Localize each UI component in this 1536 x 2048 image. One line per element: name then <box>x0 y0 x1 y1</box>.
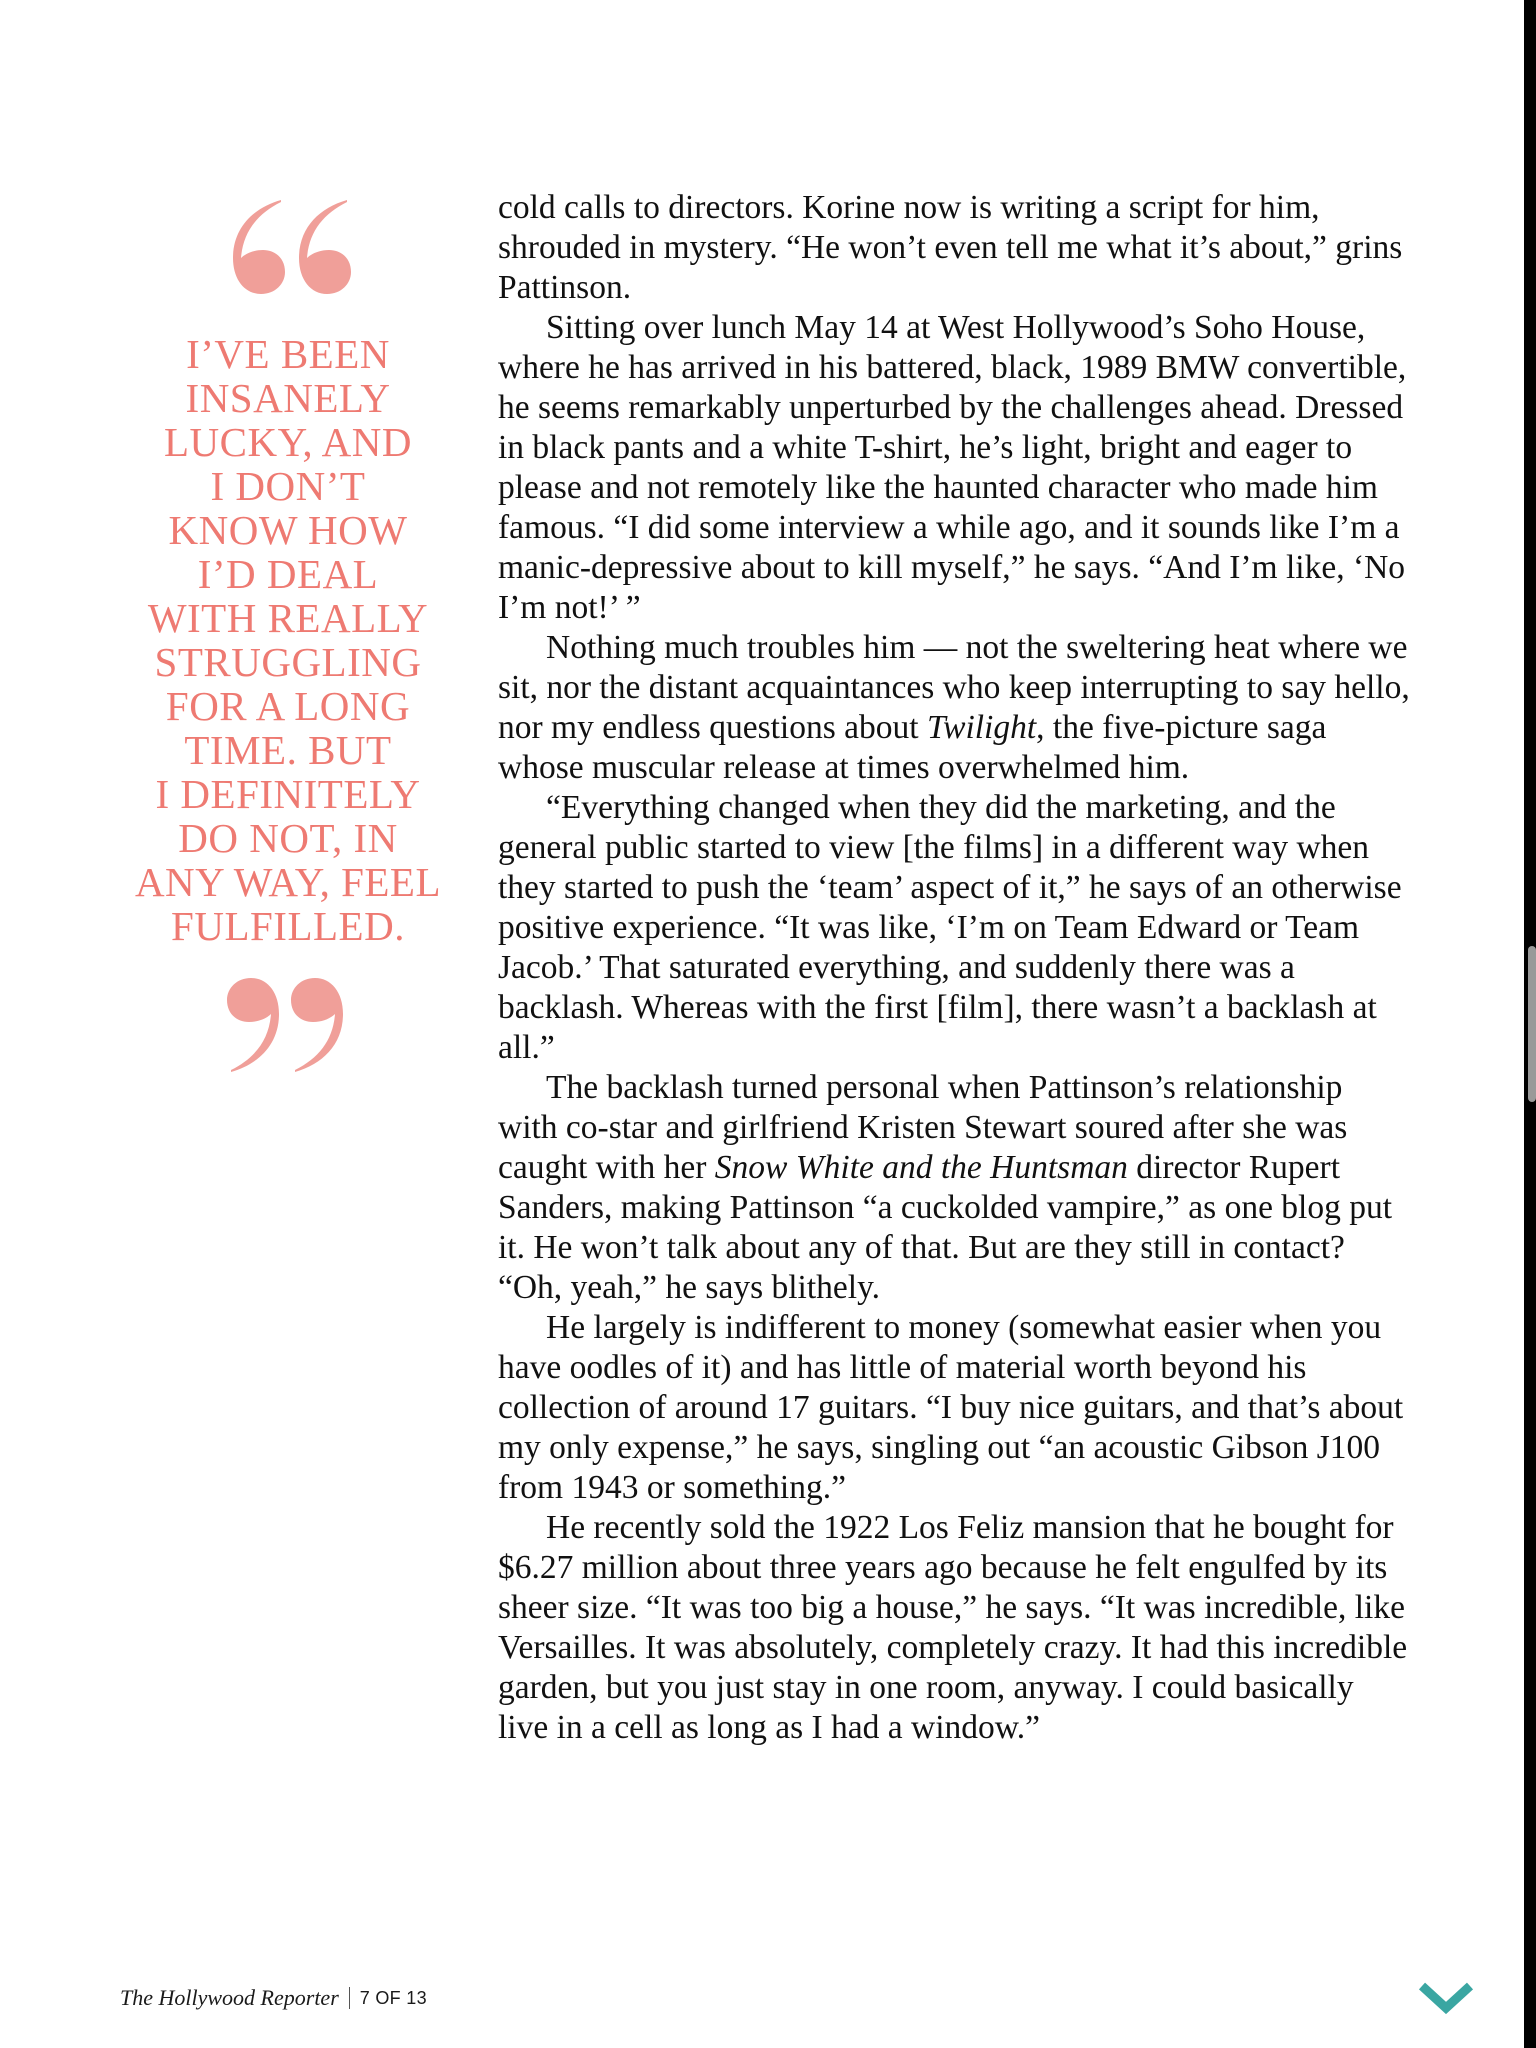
pull-quote-line: ANY WAY, FEEL <box>134 859 442 905</box>
article-paragraph <box>498 308 1410 628</box>
pull-quote-line: I’VE BEEN <box>186 331 390 377</box>
article-paragraph <box>498 1308 1410 1508</box>
article-paragraph <box>498 628 1410 788</box>
close-quote-icon <box>225 974 351 1074</box>
footer-divider <box>349 1987 350 2009</box>
pull-quote-line: I DEFINITELY <box>155 771 421 817</box>
pull-quote-line: TIME. BUT <box>184 727 392 773</box>
page-footer <box>120 1982 427 2014</box>
pull-quote-line: WITH REALLY <box>147 595 429 641</box>
article-paragraph <box>498 188 1410 308</box>
paragraph-text: Sitting over lunch May 14 at West Hollywood’s Soho House, where he has arrived in his battered, black, 1989 BMW convertible, he seems remarkably unperturbed by the challenges ahead. Dressed in black pants and a white T-shirt, he’s light, bright and eager to please and not remotely like the haunted character who made him famous. “I did some interview a while ago, and it sounds like I’m a manic-depressive about to kill myself,” he says. “And I’m like, ‘No I’m not!’ ” <box>498 309 1407 626</box>
pull-quote-line: I DON’T <box>210 463 366 509</box>
pull-quote-line: FOR A LONG <box>165 683 411 729</box>
page-indicator: 7 OF 13 <box>359 1987 427 2008</box>
italic-title: Snow White and the Huntsman <box>714 1149 1128 1186</box>
paragraph-text: He recently sold the 1922 Los Feliz mansion that he bought for $6.27 million about three years ago because he felt engulfed by its sheer size. “It was too big a house,” he says. “It was incredible, like Versailles. It was absolutely, completely crazy. It had this incredible garden, but you just stay in one room, anyway. I could basically live in a cell as long as I had a window.” <box>498 1509 1408 1746</box>
paragraph-text: , the five-picture saga whose muscular release at times overwhelmed him. <box>498 709 1327 786</box>
chevron-down-icon <box>1412 1972 1480 2024</box>
paragraph-text: Nothing much troubles him — not the sweltering heat where we sit, nor the distant acquaintances who keep interrupting to say hello, nor my endless questions about <box>498 629 1410 746</box>
publication-name: The Hollywood Reporter <box>120 1985 339 2010</box>
paragraph-text: He largely is indifferent to money (somewhat easier when you have oodles of it) and has little of material worth beyond his collection of around 17 guitars. “I buy nice guitars, and that’s about my only expense,” he says, singling out “an acoustic Gibson J100 from 1943 or something.” <box>498 1309 1404 1506</box>
pull-quote-line: KNOW HOW <box>168 507 408 553</box>
pull-quote <box>118 190 458 1074</box>
scrollbar[interactable] <box>1524 0 1536 2048</box>
article-body <box>498 188 1410 1748</box>
pull-quote-line: FULFILLED. <box>171 903 405 949</box>
article-paragraph <box>498 1068 1410 1308</box>
open-quote-icon <box>225 198 351 296</box>
pull-quote-text <box>118 332 458 948</box>
paragraph-text: cold calls to directors. Korine now is writing a script for him, shrouded in mystery. “He won’t even tell me what it’s about,” grins Pattinson. <box>498 189 1403 306</box>
paragraph-text: The backlash turned personal when Pattinson’s relationship with co-star and girlfriend Kristen Stewart soured after she was caught with her <box>498 1069 1348 1186</box>
pull-quote-line: STRUGGLING <box>154 639 422 685</box>
pull-quote-line: INSANELY <box>185 375 391 421</box>
paragraph-text: director Rupert Sanders, making Pattinson “a cuckolded vampire,” as one blog put it. He won’t talk about any of that. But are they still in contact? “Oh, yeah,” he says blithely. <box>498 1149 1393 1306</box>
article-paragraph <box>498 788 1410 1068</box>
pull-quote-line: LUCKY, AND <box>164 419 412 465</box>
pull-quote-line: DO NOT, IN <box>178 815 398 861</box>
italic-title: Twilight <box>926 709 1037 746</box>
paragraph-text: “Everything changed when they did the marketing, and the general public started to view [the films] in a different way when they started to push the ‘team’ aspect of it,” he says of an otherwise positive experience. “It was like, ‘I’m on Team Edward or Team Jacob.’ That saturated everything, and suddenly there was a backlash. Whereas with the first [film], there wasn’t a backlash at all.” <box>498 789 1402 1066</box>
article-paragraph <box>498 1508 1410 1748</box>
pull-quote-line: I’D DEAL <box>197 551 379 597</box>
next-page-button[interactable] <box>1412 1972 1480 2024</box>
scrollbar-thumb[interactable] <box>1528 946 1536 1102</box>
